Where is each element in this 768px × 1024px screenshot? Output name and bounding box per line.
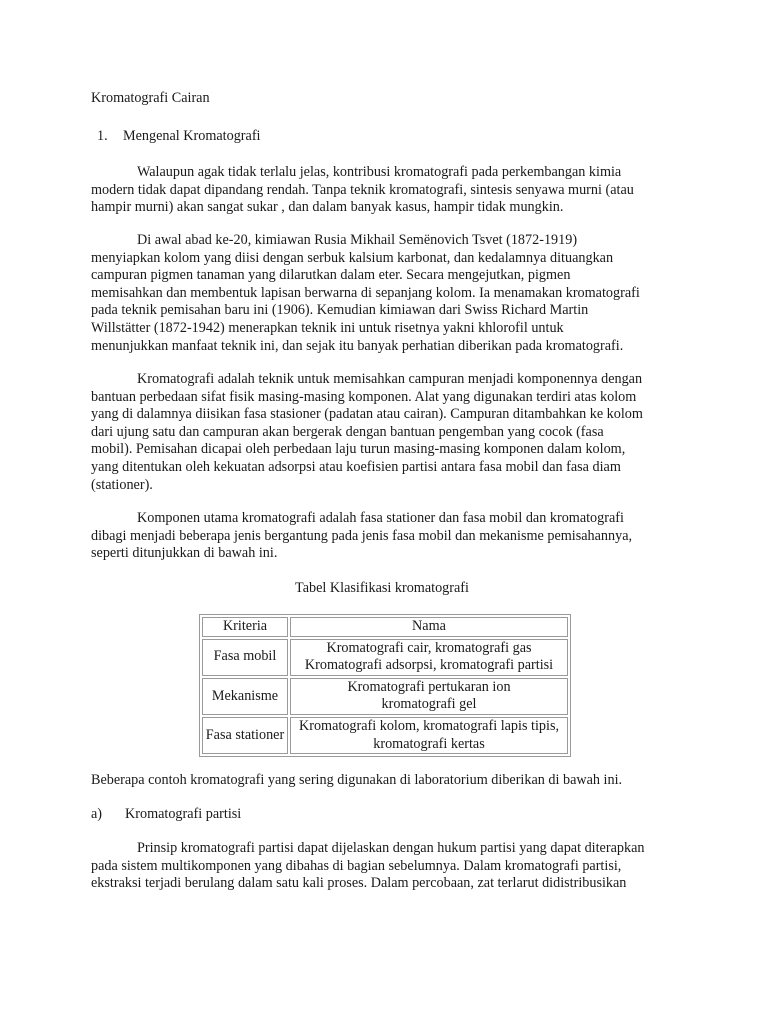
paragraph-line: Walaupun agak tidak terlalu jelas, kontribusi kromatografi pada perkembangan kimia <box>137 164 622 180</box>
paragraph-line: dibagi menjadi beberapa jenis bergantung pada jenis fasa mobil dan mekanisme pemisahannya, <box>91 527 633 544</box>
cell-nama-line: Kromatografi adsorpsi, kromatografi partisi <box>304 657 554 674</box>
paragraph-after-table: Beberapa contoh kromatografi yang sering digunakan di laboratorium diberikan di bawah ini. <box>91 772 623 788</box>
paragraph-line: pada teknik pemisahan baru ini (1906). Kemudian kimiawan dari Swiss Richard Martin <box>91 302 589 319</box>
paragraph-3 <box>91 371 675 494</box>
paragraph-line: modern tidak dapat dipandang rendah. Tanpa teknik kromatografi, sintesis senyawa murni (atau <box>91 181 634 198</box>
paragraph-line: bantuan perbedaan sifat fisik masing-masing komponen. Alat yang digunakan terdiri atas kolom <box>91 388 637 405</box>
paragraph-1 <box>91 164 675 217</box>
header-kriteria: Kriteria <box>202 617 288 637</box>
cell-nama-line: kromatografi gel <box>381 696 477 713</box>
paragraph-line: dari ujung satu dan campuran akan bergerak dengan bantuan pengemban yang cocok (fasa <box>91 423 604 440</box>
header-nama: Nama <box>290 617 568 637</box>
paragraph-line: (stationer). <box>91 476 153 493</box>
table-row <box>202 678 568 715</box>
cell-kriteria: Fasa mobil <box>202 639 288 676</box>
cell-nama-line: Kromatografi pertukaran ion <box>347 678 511 695</box>
document-title: Kromatografi Cairan <box>91 90 210 106</box>
paragraph-line: campuran pigmen tanaman yang dilarutkan dalam eter. Secara mengejutkan, pigmen <box>91 267 571 284</box>
paragraph-line: Willstätter (1872-1942) menerapkan teknik ini untuk risetnya yakni khlorofil untuk <box>91 319 564 336</box>
cell-nama <box>290 639 568 676</box>
paragraph-line: yang ditentukan oleh kekuatan adsorpsi atau koefisien partisi antara fasa mobil dan fasa diam <box>91 458 621 475</box>
cell-nama-line: kromatografi kertas <box>373 735 485 752</box>
classification-table <box>199 614 571 757</box>
paragraph-line: pada sistem multikomponen yang dibahas di bagian sebelumnya. Dalam kromatografi partisi, <box>91 857 622 874</box>
paragraph-line: Prinsip kromatografi partisi dapat dijelaskan dengan hukum partisi yang dapat diterapkan <box>137 840 645 856</box>
table-header-row <box>202 617 568 637</box>
section-heading-1 <box>97 128 261 146</box>
cell-kriteria: Mekanisme <box>202 678 288 715</box>
subsection-letter: a) <box>91 806 103 822</box>
table-caption: Tabel Klasifikasi kromatografi <box>295 580 469 596</box>
table-row <box>202 639 568 676</box>
cell-nama-line: Kromatografi kolom, kromatografi lapis tipis, <box>298 717 560 734</box>
cell-nama-line: Kromatografi cair, kromatografi gas <box>326 639 532 656</box>
section-title: Mengenal Kromatografi <box>123 128 261 144</box>
paragraph-4 <box>91 510 675 563</box>
subsection-heading-a <box>91 806 241 824</box>
paragraph-line: seperti ditunjukkan di bawah ini. <box>91 545 278 562</box>
paragraph-line: Di awal abad ke-20, kimiawan Rusia Mikhail Semënovich Tsvet (1872-1919) <box>137 232 578 248</box>
cell-nama <box>290 678 568 715</box>
paragraph-line: hampir murni) akan sangat sukar , dan dalam banyak kasus, hampir tidak mungkin. <box>91 199 564 216</box>
table-row <box>202 717 568 754</box>
paragraph-line: menunjukkan manfaat teknik ini, dan sejak itu banyak perhatian diberikan pada kromatografi. <box>91 337 624 354</box>
paragraph-5 <box>91 840 675 893</box>
paragraph-line: menyiapkan kolom yang diisi dengan serbuk kalsium karbonat, dan kedalamnya dituangkan <box>91 249 614 266</box>
paragraph-line: ekstraksi terjadi berulang dalam satu kali proses. Dalam percobaan, zat terlarut didistribusikan <box>91 875 627 892</box>
paragraph-line: Komponen utama kromatografi adalah fasa stationer dan fasa mobil dan kromatografi <box>137 510 624 526</box>
paragraph-line: mobil). Pemisahan dicapai oleh perbedaan laju turun masing-masing komponen dalam kolom, <box>91 441 626 458</box>
section-number: 1. <box>97 128 108 144</box>
paragraph-line: yang di dalamnya diisikan fasa stasioner (padatan atau cairan). Campuran ditambahkan ke kolom <box>91 406 643 423</box>
cell-kriteria: Fasa stationer <box>202 717 288 754</box>
cell-nama <box>290 717 568 754</box>
subsection-title: Kromatografi partisi <box>125 806 242 822</box>
paragraph-line: memisahkan dan membentuk lapisan berwarna di sepanjang kolom. Ia menamakan kromatografi <box>91 284 640 301</box>
document-page <box>91 90 673 892</box>
paragraph-line: Kromatografi adalah teknik untuk memisahkan campuran menjadi komponennya dengan <box>137 371 643 387</box>
paragraph-2 <box>91 232 675 355</box>
